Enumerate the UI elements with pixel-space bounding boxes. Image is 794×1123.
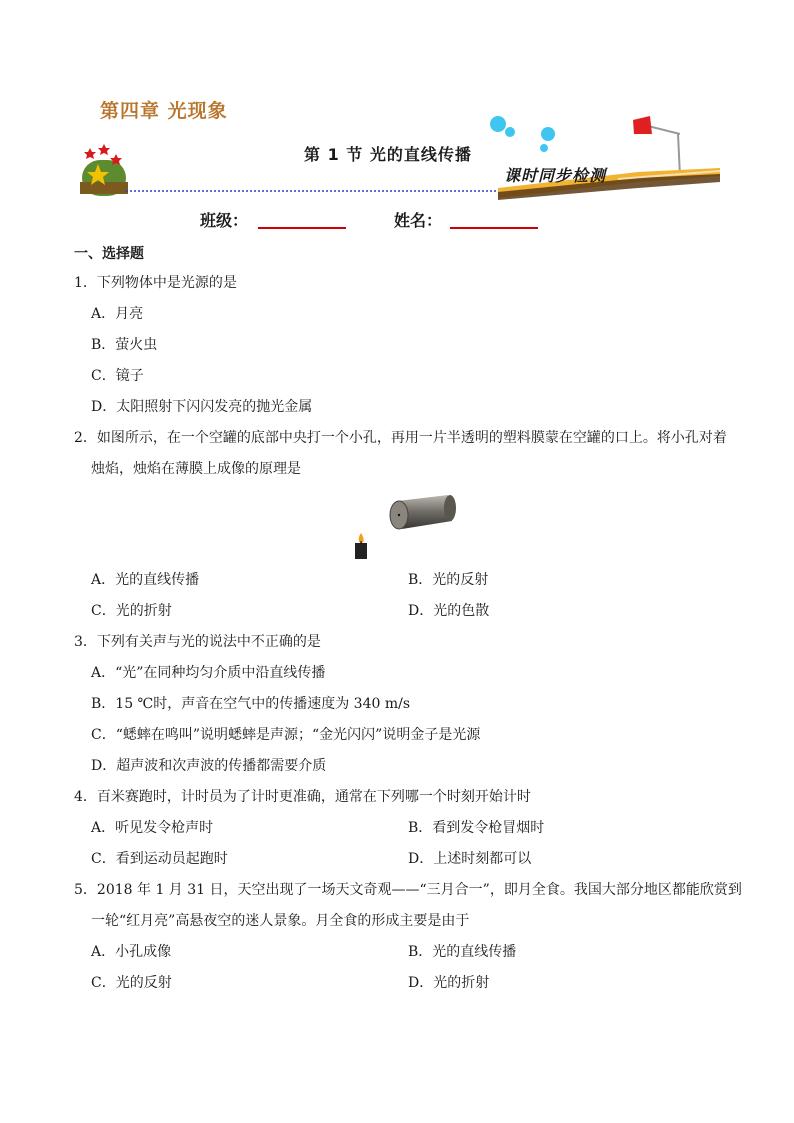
chapter-title: 第四章 光现象 (100, 100, 228, 122)
class-label: 班级： (200, 211, 249, 230)
option: C．光的反射 (91, 975, 172, 991)
name-blank[interactable] (450, 227, 538, 229)
class-blank[interactable] (258, 227, 346, 229)
part-title: 一、选择题 (74, 246, 144, 262)
bubbles-icon (490, 116, 555, 152)
name-label: 姓名： (394, 211, 443, 230)
star-badge-icon (80, 144, 128, 196)
option-row (74, 813, 724, 844)
option: B．看到发令枪冒烟时 (408, 820, 545, 836)
question-list (74, 240, 742, 999)
option-row (74, 596, 724, 627)
question-stem: 1．下列物体中是光源的是 (74, 275, 237, 291)
option: A．月亮 (91, 306, 144, 322)
option: C．“蟋蟀在鸣叫”说明蟋蟀是声源；“金光闪闪”说明金子是光源 (91, 727, 481, 743)
question-stem: 4．百米赛跑时，计时员为了计时更准确，通常在下列哪一个时刻开始计时 (74, 789, 531, 805)
banner-tag: 课时同步检测 (504, 166, 607, 185)
option: A．“光”在同种均匀介质中沿直线传播 (91, 665, 326, 681)
option: C．看到运动员起跑时 (91, 851, 228, 867)
option: D．光的色散 (408, 603, 490, 619)
question-stem: 2．如图所示，在一个空罐的底部中央打一个小孔，再用一片半透明的塑料膜蒙在空罐的口上。将小孔对着 (74, 430, 727, 446)
option: A．听见发令枪声时 (91, 820, 214, 836)
question-stem: 3．下列有关声与光的说法中不正确的是 (74, 634, 321, 650)
option: C．光的折射 (91, 603, 172, 619)
option-row (74, 565, 724, 596)
option: D．超声波和次声波的传播都需要介质 (91, 758, 327, 774)
option: A．光的直线传播 (91, 572, 200, 588)
section-title: 第 1 节 光的直线传播 (304, 145, 472, 164)
figure-row (74, 485, 724, 565)
question-stem: 5．2018 年 1 月 31 日，天空出现了一场天文奇观——“三月合一”，即月全食。我国大部分地区都能欣赏到 (74, 882, 742, 898)
option: B．15 ℃时，声音在空气中的传播速度为 340 m/s (91, 696, 411, 712)
option: C．镜子 (91, 368, 144, 384)
desk-lamp-icon (633, 116, 688, 178)
option: A．小孔成像 (91, 944, 172, 960)
question-stem-cont: 烛焰，烛焰在薄膜上成像的原理是 (91, 461, 301, 477)
option: D．光的折射 (408, 975, 490, 991)
option: B．光的直线传播 (408, 944, 517, 960)
option-row (74, 937, 724, 968)
option-row (74, 844, 724, 875)
option: B．萤火虫 (91, 337, 158, 353)
option: B．光的反射 (408, 572, 489, 588)
pinhole-can-figure (352, 493, 462, 563)
option-row (74, 968, 724, 999)
option: D．太阳照射下闪闪发亮的抛光金属 (91, 399, 313, 415)
option: D．上述时刻都可以 (408, 851, 532, 867)
question-stem-cont: 一轮“红月亮”高悬夜空的迷人景象。月全食的形成主要是由于 (91, 913, 470, 929)
